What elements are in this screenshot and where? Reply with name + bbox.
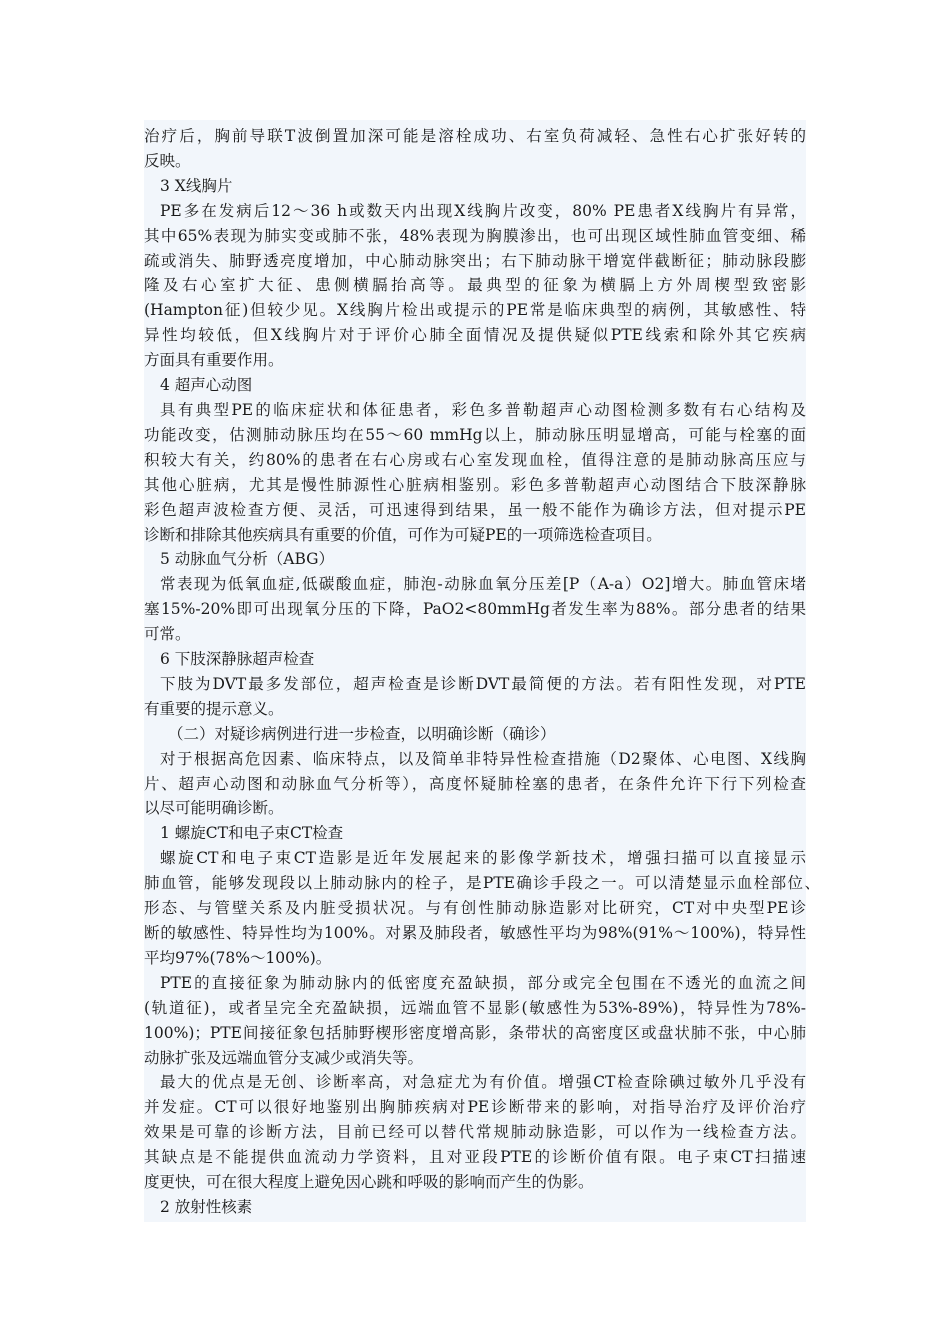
paragraph-line: 片、超声心动图和动脉血气分析等），高度怀疑肺栓塞的患者，在条件允许下行下列检查	[144, 774, 806, 793]
paragraph-first-line: PTE的直接征象为肺动脉内的低密度充盈缺损，部分或完全包围在不透光的血流之间	[160, 973, 806, 992]
paragraph-line: 积较大有关，约80%的患者在右心房或右心室发现血栓，值得注意的是肺动脉高压应与	[144, 450, 806, 469]
paragraph-last-line: 度更快，可在很大程度上避免因心跳和呼吸的影响而产生的伪影。	[144, 1173, 594, 1192]
paragraph-last-line: 以尽可能明确诊断。	[144, 799, 284, 818]
subsection-heading: （二）对疑诊病例进行进一步检查，以明确诊断（确诊）	[168, 724, 556, 743]
section-heading: 3 X线胸片	[160, 176, 233, 195]
paragraph-first-line: 下肢为DVT最多发部位，超声检查是诊断DVT最简便的方法。若有阳性发现，对PTE	[160, 674, 806, 693]
section-heading: 5 动脉血气分析（ABG）	[160, 550, 335, 569]
paragraph-line: 塞15%-20%即可出现氧分压的下降，PaO2<80mmHg者发生率为88%。部分患者的结果	[144, 600, 806, 619]
paragraph-first-line: PE多在发病后12～36 h或数天内出现X线胸片改变，80% PE患者X线胸片有异常，	[160, 201, 806, 220]
paragraph-last-line: 反映。	[144, 151, 191, 170]
paragraph-last-line: 可常。	[144, 625, 191, 644]
paragraph-last-line: 动脉扩张及远端血管分支减少或消失等。	[144, 1048, 424, 1067]
paragraph-line: 肺血管，能够发现段以上肺动脉内的栓子，是PTE确诊手段之一。可以清楚显示血栓部位、	[144, 874, 820, 893]
section-heading: 6 下肢深静脉超声检查	[160, 650, 315, 669]
paragraph-line: 100%)；PTE间接征象包括肺野楔形密度增高影，条带状的高密度区或盘状肺不张，中心肺	[144, 1023, 806, 1042]
section-heading: 4 超声心动图	[160, 376, 253, 395]
paragraph-line: 断的敏感性、特异性均为100%。对累及肺段者，敏感性平均为98%(91%～100%)，特异性	[144, 924, 806, 942]
paragraph-line: (轨道征)，或者呈完全充盈缺损，远端血管不显影(敏感性为53%-89%)，特异性为78%-	[144, 998, 806, 1017]
paragraph-first-line: 常表现为低氧血症,低碳酸血症，肺泡-动脉血氧分压差[P（A-a）O2]增大。肺血管床堵	[160, 575, 806, 594]
section-heading: 1 螺旋CT和电子束CT检查	[160, 824, 344, 843]
paragraph-first-line: 最大的优点是无创、诊断率高，对急症尤为有价值。增强CT检查除碘过敏外几乎没有	[160, 1073, 806, 1092]
section-heading: 2 放射性核素	[160, 1197, 253, 1216]
paragraph-line: 其中65%表现为肺实变或肺不张，48%表现为胸膜渗出，也可出现区域性肺血管变细、稀	[144, 226, 806, 245]
paragraph-line: (Hampton征)但较少见。X线胸片检出或提示的PE常是临床典型的病例，其敏感性、特	[144, 301, 806, 320]
paragraph-line: 其缺点是不能提供血流动力学资料，且对亚段PTE的诊断价值有限。电子束CT扫描速	[144, 1148, 806, 1167]
paragraph-last-line: 有重要的提示意义。	[144, 699, 284, 718]
paragraph-line: 治疗后，胸前导联T波倒置加深可能是溶栓成功、右室负荷减轻、急性右心扩张好转的	[144, 127, 806, 145]
paragraph-line: 效果是可靠的诊断方法，目前已经可以替代常规肺动脉造影，可以作为一线检查方法。	[144, 1123, 806, 1142]
paragraph-last-line: 诊断和排除其他疾病具有重要的价值，可作为可疑PE的一项筛选检查项目。	[144, 525, 662, 544]
paragraph-line: 并发症。CT可以很好地鉴别出胸肺疾病对PE诊断带来的影响，对指导治疗及评价治疗	[144, 1098, 806, 1117]
paragraph-line: 疏或消失、肺野透亮度增加，中心肺动脉突出；右下肺动脉干增宽伴截断征；肺动脉段膨	[144, 251, 806, 270]
paragraph-line: 隆及右心室扩大征、患侧横膈抬高等。最典型的征象为横膈上方外周楔型致密影	[144, 276, 806, 295]
document-body	[144, 120, 820, 1222]
paragraph-first-line: 具有典型PE的临床症状和体征患者，彩色多普勒超声心动图检测多数有右心结构及	[160, 400, 806, 419]
paragraph-line: 功能改变，估测肺动脉压均在55～60 mmHg以上，肺动脉压明显增高，可能与栓塞的面	[144, 425, 806, 444]
paragraph-last-line: 方面具有重要作用。	[144, 351, 284, 370]
paragraph-line: 彩色超声波检查方便、灵活，可迅速得到结果，虽一般不能作为确诊方法，但对提示PE	[144, 500, 806, 519]
paragraph-last-line: 平均97%(78%～100%)。	[144, 948, 332, 967]
paragraph-first-line: 对于根据高危因素、临床特点，以及简单非特异性检查措施（D2聚体、心电图、X线胸	[160, 749, 806, 768]
paragraph-line: 异性均较低，但X线胸片对于评价心肺全面情况及提供疑似PTE线索和除外其它疾病	[144, 326, 806, 345]
paragraph-line: 其他心脏病，尤其是慢性肺源性心脏病相鉴别。彩色多普勒超声心动图结合下肢深静脉	[144, 475, 806, 494]
paragraph-first-line: 螺旋CT和电子束CT造影是近年发展起来的影像学新技术，增强扫描可以直接显示	[160, 849, 806, 868]
paragraph-line: 形态、与管壁关系及内脏受损状况。与有创性肺动脉造影对比研究，CT对中央型PE诊	[144, 899, 806, 918]
